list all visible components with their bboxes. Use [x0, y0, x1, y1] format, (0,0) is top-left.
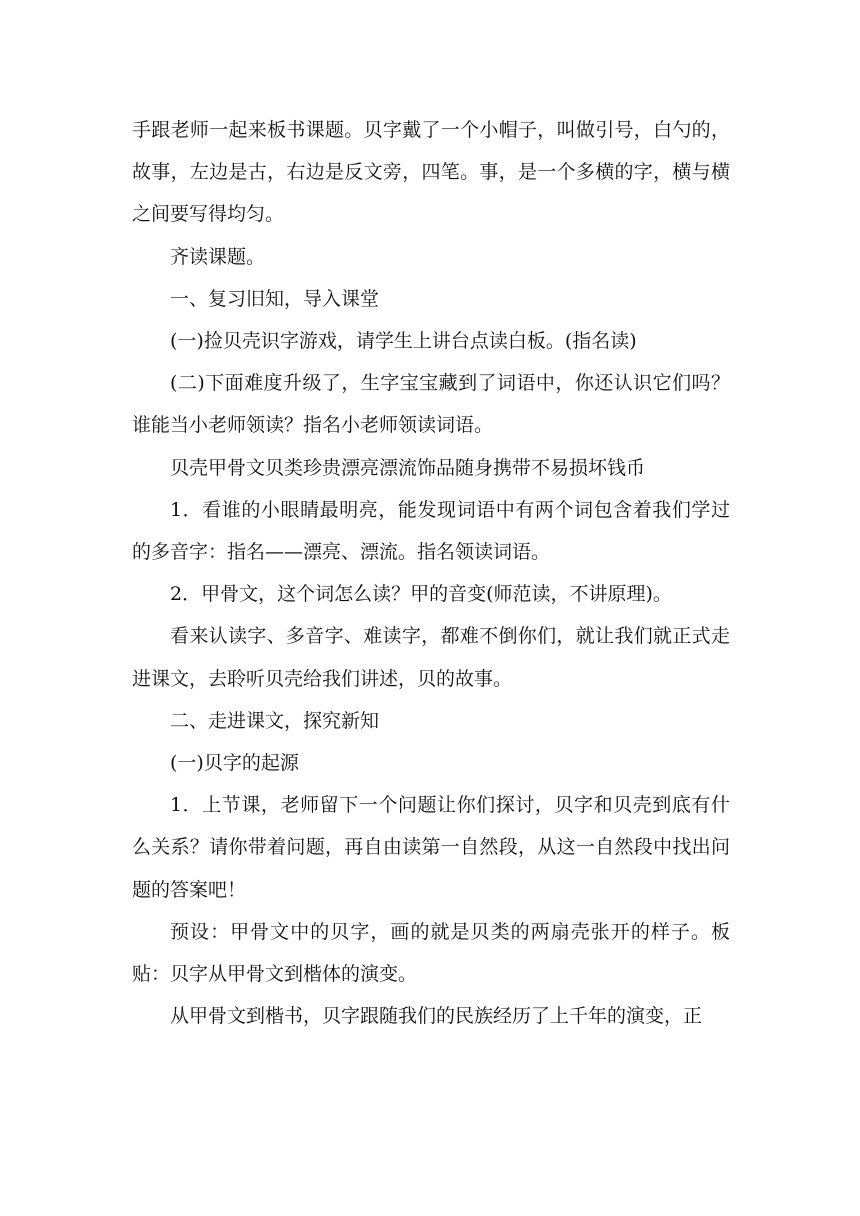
paragraph: 2．甲骨文，这个词怎么读？甲的音变(师范读，不讲原理)。 — [170, 583, 672, 606]
vocabulary-line: 贝壳甲骨文贝类珍贵漂亮漂流饰品随身携带不易损坏钱币 — [170, 456, 646, 479]
paragraph: 齐读课题。 — [170, 245, 266, 268]
section-heading: 二、走进课文，探究新知 — [170, 709, 380, 732]
paragraph: 1．上节课，老师留下一个问题让你们探讨，贝字和贝壳到底有什么关系？请你带着问题，再自由读第一自然段，从这一自然段中找出问题的答案吧！ — [132, 794, 730, 901]
paragraph: (二)下面难度升级了，生字宝宝藏到了词语中，你还认识它们吗？谁能当小老师领读？指名小老师领读词语。 — [132, 372, 730, 437]
paragraph: 看来认读字、多音字、难读字，都难不倒你们，就让我们就正式走进课文，去聆听贝壳给我们讲述，贝的故事。 — [132, 625, 730, 690]
paragraph: 预设：甲骨文中的贝字，画的就是贝类的两扇壳张开的样子。板贴：贝字从甲骨文到楷体的演变。 — [132, 920, 730, 986]
paragraph: (一)捡贝壳识字游戏，请学生上讲台点读白板。(指名读) — [170, 330, 637, 353]
subsection-heading: (一)贝字的起源 — [170, 752, 299, 775]
paragraph: 手跟老师一起来板书课题。贝字戴了一个小帽子，叫做引号，白勺的，故事，左边是古，右边是反文旁，四笔。事，是一个多横的字，横与横之间要写得均匀。 — [132, 119, 730, 226]
document-body — [132, 109, 730, 1037]
section-heading: 一、复习旧知，导入课堂 — [170, 287, 380, 310]
paragraph: 从甲骨文到楷书，贝字跟随我们的民族经历了上千年的演变，正 — [170, 1005, 703, 1028]
paragraph: 1．看谁的小眼睛最明亮，能发现词语中有两个词包含着我们学过的多音字：指名——漂亮、漂流。指名领读词语。 — [132, 498, 730, 564]
